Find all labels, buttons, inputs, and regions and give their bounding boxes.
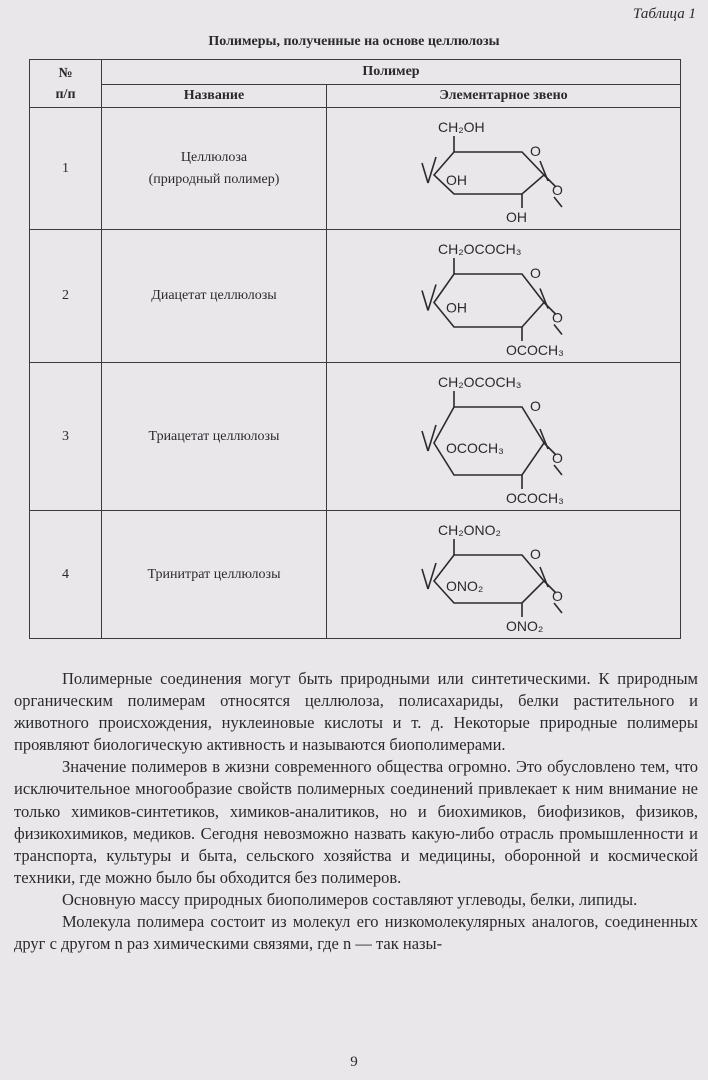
body-text — [14, 668, 698, 955]
chain-end-mark — [422, 431, 428, 451]
structure-top-group: CH₂ONO₂ — [437, 521, 501, 538]
row-number: 4 — [30, 511, 102, 639]
structure-top-group: CH₂OCOCH₃ — [437, 240, 521, 257]
structure-bottom-group: OCOCH₃ — [505, 489, 564, 506]
structure-bottom-group: ONO₂ — [505, 617, 543, 634]
glucose-unit-structure — [394, 365, 614, 509]
polymer-name: Целлюлоза (природный полимер) — [102, 108, 327, 230]
structure-cell — [327, 363, 681, 511]
ring-oxygen: O — [529, 545, 541, 562]
bridge-oxygen: O — [551, 587, 563, 604]
row-number: 1 — [30, 108, 102, 230]
paragraph: Основную массу природных биополимеров составляют углеводы, белки, липиды. — [62, 889, 638, 909]
chain-end-mark — [428, 284, 436, 310]
chain-end-mark — [422, 163, 428, 183]
polymer-name: Триацетат целлюлозы — [102, 363, 327, 511]
row-number: 3 — [30, 363, 102, 511]
structure-ring-group: ONO₂ — [445, 577, 483, 594]
glucose-unit-structure — [394, 232, 614, 361]
structure-top-group: CH₂OCOCH₃ — [437, 373, 521, 390]
glucose-unit-structure — [394, 513, 614, 637]
paragraph: Значение полимеров в жизни современного общества огромно. Это обусловлено тем, что исключительное многообразие свойств полимерных соединений привлекает к ним внимание не только химиков-синтетиков, химиков-аналитиков, но и биохимиков, биофизиков, физиков, физикохимиков, медиков. Сегодня невозможно назвать какую-либо отрасль промышленности и транспорта, культуры и быта, сельского хозяйства и медицины, оборонной и космической техники, где можно было бы обходится без полимеров. — [14, 757, 698, 887]
table-header-row — [30, 60, 681, 85]
bridge-tail — [554, 324, 562, 334]
table-caption: Таблица 1 — [633, 6, 696, 22]
header-name: Название — [102, 85, 327, 108]
chain-end-mark — [428, 563, 436, 589]
chain-end-mark — [428, 425, 436, 451]
ring-oxygen: O — [529, 142, 541, 159]
polymer-name: Диацетат целлюлозы — [102, 230, 327, 363]
structure-ring-group: OH — [445, 299, 467, 315]
bridge-oxygen: O — [551, 181, 563, 198]
structure-bottom-group: OH — [505, 208, 527, 225]
structure-top-group: CH₂OH — [437, 118, 485, 135]
table-subheader-row — [30, 85, 681, 108]
polymer-name: Тринитрат целлюлозы — [102, 511, 327, 639]
bridge-tail — [554, 603, 562, 613]
table-row — [30, 511, 681, 639]
structure-ring-group: OH — [445, 171, 467, 188]
glucose-unit-structure — [394, 110, 614, 228]
paragraph: Молекула полимера состоит из молекул его низкомолекулярных аналогов, соединенных друг с другом n раз химическими связями, где n — так назы- — [14, 912, 698, 954]
ring-oxygen: O — [529, 264, 541, 281]
paragraph: Полимерные соединения могут быть природными или синтетическими. К природным органическим полимерам относятся целлюлоза, полисахариды, белки растительного и животного происхождения, нуклеиновые кислоты и т. д. Некоторые природные полимеры проявляют биологическую активность и называются биополимерами. — [14, 669, 698, 755]
ring-oxygen: O — [529, 397, 541, 414]
bridge-tail — [554, 197, 562, 207]
structure-cell — [327, 511, 681, 639]
header-polymer: Полимер — [102, 60, 681, 85]
chain-end-mark — [428, 157, 436, 183]
bridge-oxygen: O — [551, 309, 563, 325]
bridge-oxygen: O — [551, 449, 563, 466]
header-unit: Элементарное звено — [327, 85, 681, 108]
structure-cell — [327, 230, 681, 363]
polymers-table — [29, 59, 681, 639]
chain-end-mark — [422, 290, 428, 310]
structure-cell — [327, 108, 681, 230]
page-number: 9 — [350, 1054, 358, 1070]
structure-ring-group: OCOCH₃ — [445, 439, 504, 456]
chain-end-mark — [422, 569, 428, 589]
structure-bottom-group: OCOCH₃ — [505, 341, 564, 358]
table-row — [30, 363, 681, 511]
table-title: Полимеры, полученные на основе целлюлозы — [208, 34, 500, 49]
table-row — [30, 108, 681, 230]
bridge-tail — [554, 465, 562, 475]
header-num: № п/п — [30, 60, 102, 108]
row-number: 2 — [30, 230, 102, 363]
table-row — [30, 230, 681, 363]
